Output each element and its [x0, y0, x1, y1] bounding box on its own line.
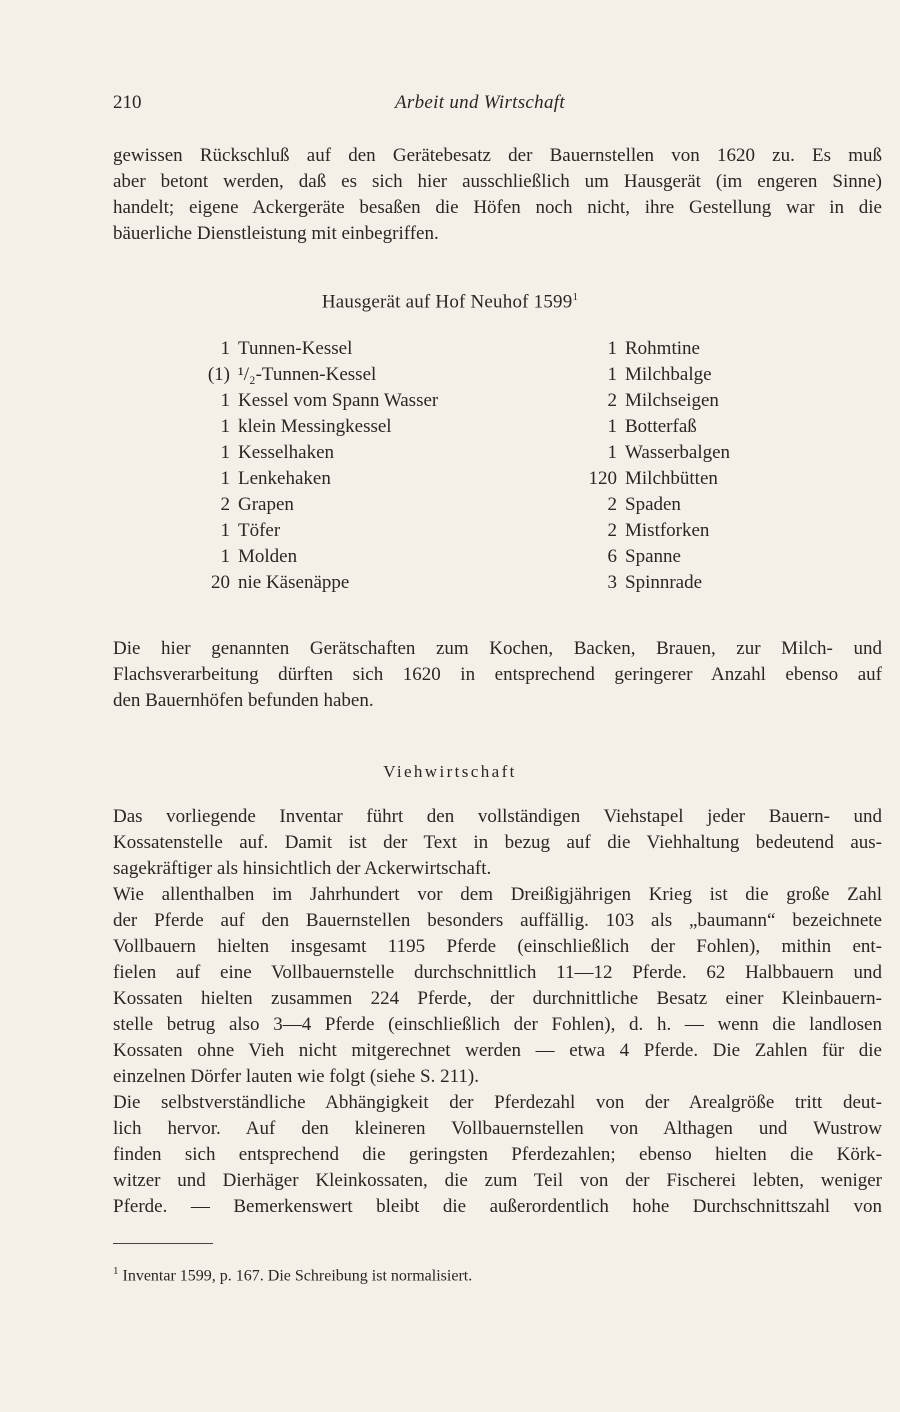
text-line: fielen auf eine Vollbauernstelle durchschnittlich 11—12 Pferde. 62 Halbbauern und [113, 962, 882, 983]
text-line: der Pferde auf den Bauernstellen besonders auffällig. 103 als „baumann“ bezeichnete [113, 910, 882, 931]
text-line: witzer und Dierhäger Kleinkossaten, die zum Teil von der Fischerei lebten, weniger [113, 1170, 882, 1191]
text-line: finden sich entsprechend die geringsten Pferdezahlen; ebenso hielten die Körk- [113, 1144, 882, 1165]
inventory-row [575, 336, 730, 362]
quantity: 6 [607, 546, 617, 567]
footnote-marker: 1 [572, 291, 579, 303]
footnote-divider [113, 1243, 213, 1244]
item-name: Spanne [625, 546, 681, 567]
quantity: 1 [220, 468, 230, 489]
item-name: Spaden [625, 494, 681, 515]
inventory-row [110, 414, 438, 440]
item-name: Rohmtine [625, 338, 700, 359]
inventory-row [110, 492, 438, 518]
paragraph-1 [113, 143, 882, 247]
text-line: einzelnen Dörfer lauten wie folgt (siehe S. 211). [113, 1066, 479, 1087]
text-line: Kossatenstelle auf. Damit ist der Text in bezug auf die Viehhaltung bedeutend aus- [113, 832, 882, 853]
item-name: Tunnen-Kessel [238, 338, 353, 359]
inventory-left-column [110, 336, 438, 596]
inventory-row [575, 518, 730, 544]
quantity: (1) [207, 364, 230, 385]
quantity: 2 [607, 390, 617, 411]
text-line: bäuerliche Dienstleistung mit einbegriffen. [113, 223, 439, 244]
quantity: 120 [588, 468, 617, 489]
quantity: 1 [220, 338, 230, 359]
item-name: Milchseigen [625, 390, 719, 411]
item-name: nie Käsenäppe [238, 572, 350, 593]
text-line: aber betont werden, daß es sich hier ausschließlich um Hausgerät (im engeren Sinne) [113, 171, 882, 192]
item-name: Mistforken [625, 520, 710, 541]
item-name: Spinnrade [625, 572, 703, 593]
quantity: 1 [220, 520, 230, 541]
item-name: Grapen [238, 494, 294, 515]
item-name: Milchbalge [625, 364, 712, 385]
section-heading: Viehwirtschaft [383, 762, 517, 781]
quantity: 1 [220, 442, 230, 463]
inventory-row [110, 362, 438, 388]
quantity: 1 [220, 416, 230, 437]
quantity: 1 [220, 390, 230, 411]
text-line: Kossaten ohne Vieh nicht mitgerechnet werden — etwa 4 Pferde. Die Zahlen für die [113, 1040, 882, 1061]
inventory-row [110, 544, 438, 570]
text-line: handelt; eigene Ackergeräte besaßen die Höfen noch nicht, ihre Gestellung war in die [113, 197, 882, 218]
running-title: Arbeit und Wirtschaft [395, 92, 565, 113]
text-line: Die selbstverständliche Abhängigkeit der Pferdezahl von der Arealgröße tritt deut- [113, 1092, 882, 1113]
item-name: klein Messingkessel [238, 416, 392, 437]
page-header [113, 92, 883, 122]
text-line: gewissen Rückschluß auf den Gerätebesatz der Bauernstellen von 1620 zu. Es muß [113, 145, 882, 166]
text-line: Flachsverarbeitung dürften sich 1620 in entsprechend geringerer Anzahl ebenso auf [113, 664, 882, 685]
item-name: Wasserbalgen [625, 442, 731, 463]
footnote-marker: 1 [113, 1265, 119, 1277]
item-name: Lenkehaken [238, 468, 331, 489]
text-line: Kossaten hielten zusammen 224 Pferde, der durchnittliche Besatz einer Kleinbauern- [113, 988, 882, 1009]
page-number: 210 [113, 92, 142, 113]
text-line: den Bauernhöfen befunden haben. [113, 690, 374, 711]
paragraph-4 [113, 882, 882, 1090]
paragraph-5 [113, 1090, 882, 1220]
quantity: 1 [607, 364, 617, 385]
text-line: Die hier genannten Gerätschaften zum Kochen, Backen, Brauen, zur Milch- und [113, 638, 882, 659]
paragraph-3 [113, 804, 882, 882]
text-line: Pferde. — Bemerkenswert bleibt die außerordentlich hohe Durchschnittszahl von [113, 1196, 882, 1217]
quantity: 2 [220, 494, 230, 515]
footnote [113, 1265, 472, 1285]
text-line: Das vorliegende Inventar führt den vollständigen Viehstapel jeder Bauern- und [113, 806, 882, 827]
table-title-text: Hausgerät auf Hof Neuhof 1599 [321, 291, 573, 313]
quantity: 20 [211, 572, 230, 593]
quantity: 1 [607, 442, 617, 463]
text-line: Wie allenthalben im Jahrhundert vor dem Dreißigjährigen Krieg ist die große Zahl [113, 884, 882, 905]
inventory-row [575, 570, 730, 596]
inventory-row [575, 388, 730, 414]
inventory-row [575, 440, 730, 466]
quantity: 1 [607, 416, 617, 437]
item-name: Kessel vom Spann Wasser [238, 390, 439, 411]
inventory-row [110, 518, 438, 544]
paragraph-2 [113, 636, 882, 714]
text-line: stelle betrug also 3—4 Pferde (einschließlich der Fohlen), d. h. — wenn die landlosen [113, 1014, 882, 1035]
inventory-right-column [575, 336, 730, 596]
inventory-row [575, 414, 730, 440]
inventory-row [110, 570, 438, 596]
inventory-row [110, 388, 438, 414]
inventory-row [575, 362, 730, 388]
item-name: Töfer [238, 520, 281, 541]
inventory-row [575, 544, 730, 570]
inventory-row [110, 336, 438, 362]
quantity: 1 [220, 546, 230, 567]
item-name: Molden [238, 546, 298, 567]
footnote-text: Inventar 1599, p. 167. Die Schreibung ist normalisiert. [122, 1267, 473, 1285]
inventory-row [110, 466, 438, 492]
item-name: ¹/₂-Tunnen-Kessel [238, 364, 377, 385]
inventory-row [575, 492, 730, 518]
text-line: sagekräftiger als hinsichtlich der Ackerwirtschaft. [113, 858, 492, 879]
inventory-row [110, 440, 438, 466]
item-name: Kesselhaken [238, 442, 335, 463]
table-title [0, 291, 900, 313]
quantity: 1 [607, 338, 617, 359]
item-name: Milchbütten [625, 468, 718, 489]
inventory-row [575, 466, 730, 492]
quantity: 2 [607, 494, 617, 515]
text-line: lich hervor. Auf den kleineren Vollbauernstellen von Althagen und Wustrow [113, 1118, 882, 1139]
quantity: 2 [607, 520, 617, 541]
text-line: Vollbauern hielten insgesamt 1195 Pferde (einschließlich der Fohlen), mithin ent- [113, 936, 882, 957]
quantity: 3 [607, 572, 617, 593]
item-name: Botterfaß [625, 416, 697, 437]
